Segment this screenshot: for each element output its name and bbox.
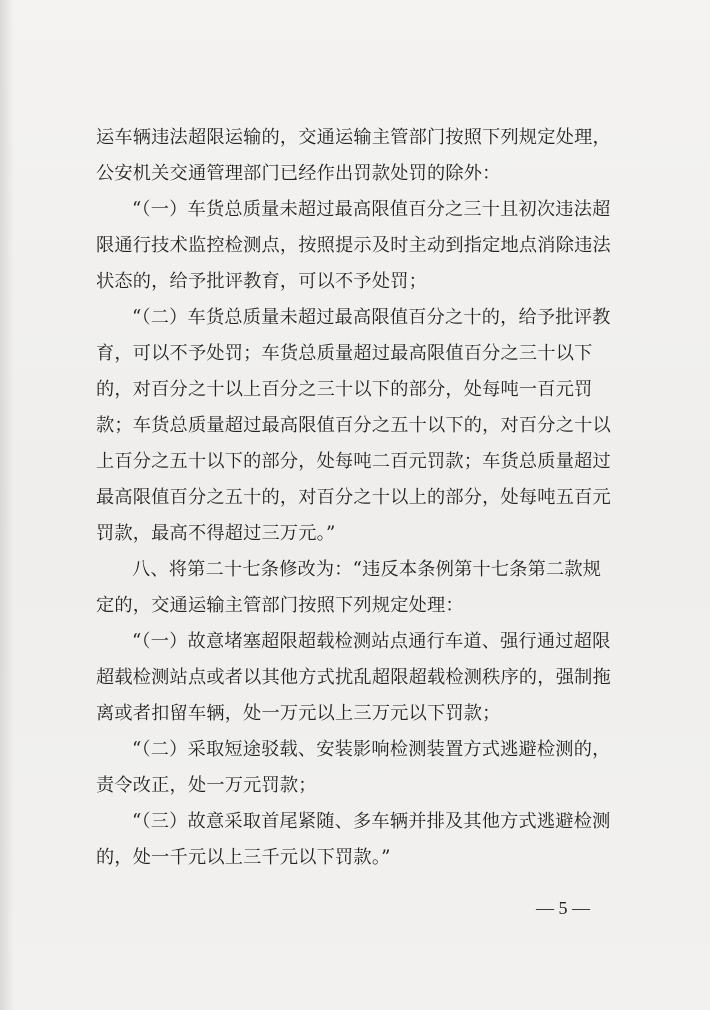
page-number: — 5 — bbox=[536, 898, 590, 918]
text-line: 状态的，给予批评教育，可以不予处罚； bbox=[96, 271, 427, 292]
scan-edge-shadow bbox=[0, 0, 14, 1010]
text-line: 公安机关交通管理部门已经作出罚款处罚的除外： bbox=[96, 163, 501, 184]
text-line: 的，处一千元以上三千元以下罚款。” bbox=[96, 847, 391, 868]
paragraph-start-line: “（一）故意堵塞超限超载检测站点通行车道、强行通过超限 bbox=[132, 631, 611, 652]
text-line: 定的，交通运输主管部门按照下列规定处理： bbox=[96, 595, 464, 616]
text-line: 上百分之五十以下的部分，处每吨二百元罚款；车货总质量超过 bbox=[96, 451, 611, 472]
text-line: 育，可以不予处罚；车货总质量超过最高限值百分之三十以下 bbox=[96, 343, 593, 364]
paragraph-start-line: “（二）车货总质量未超过最高限值百分之十的，给予批评教 bbox=[132, 307, 611, 328]
document-body bbox=[96, 120, 616, 876]
text-line: 最高限值百分之五十的，对百分之十以上的部分，处每吨五百元 bbox=[96, 487, 611, 508]
paragraph-start-line: 八、将第二十七条修改为：“违反本条例第十七条第二款规 bbox=[132, 559, 602, 580]
paragraph-start-line: “（一）车货总质量未超过最高限值百分之三十且初次违法超 bbox=[132, 199, 611, 220]
text-line: 的，对百分之十以上百分之三十以下的部分，处每吨一百元罚 bbox=[96, 379, 593, 400]
text-line: 超载检测站点或者以其他方式扰乱超限超载检测秩序的，强制拖 bbox=[96, 667, 611, 688]
text-line: 离或者扣留车辆，处一万元以上三万元以下罚款； bbox=[96, 703, 501, 724]
paragraph-start-line: “（三）故意采取首尾紧随、多车辆并排及其他方式逃避检测 bbox=[132, 811, 611, 832]
text-line: 限通行技术监控检测点，按照提示及时主动到指定地点消除违法 bbox=[96, 235, 611, 256]
text-line: 款；车货总质量超过最高限值百分之五十以下的，对百分之十以 bbox=[96, 415, 611, 436]
text-line: 运车辆违法超限运输的，交通运输主管部门按照下列规定处理， bbox=[96, 127, 611, 148]
text-line: 责令改正，处一万元罚款； bbox=[96, 775, 317, 796]
text-line: 罚款，最高不得超过三万元。” bbox=[96, 523, 336, 544]
paragraph-start-line: “（二）采取短途驳载、安装影响检测装置方式逃避检测的， bbox=[132, 739, 611, 760]
